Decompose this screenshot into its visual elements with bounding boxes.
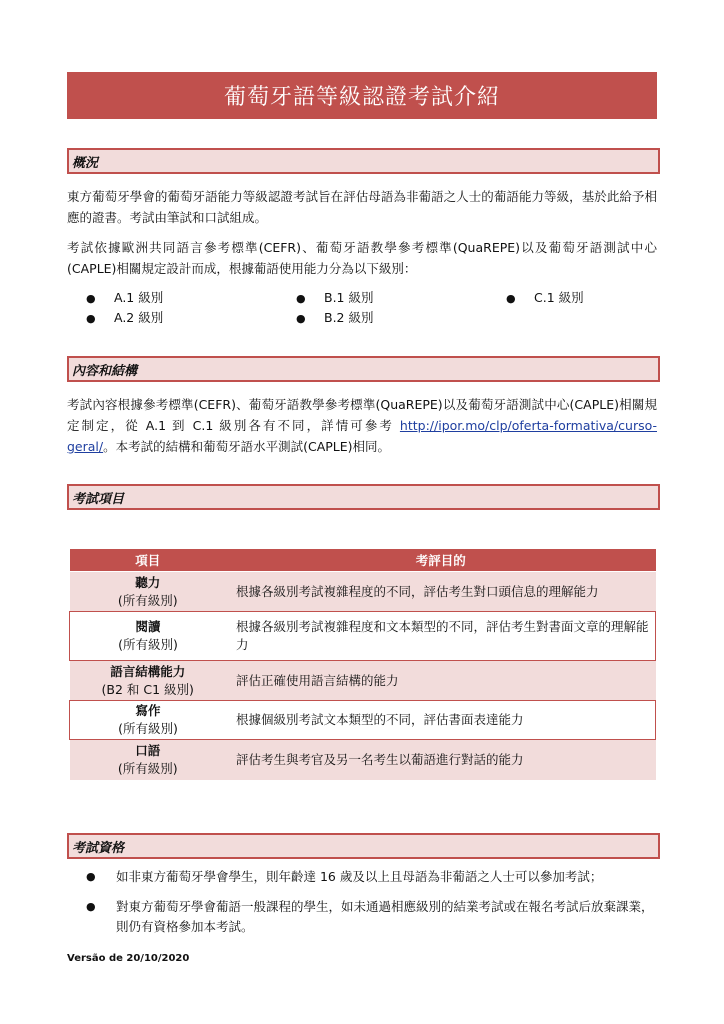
section-heading-qualification bbox=[67, 833, 660, 859]
table-header-row bbox=[70, 549, 656, 572]
curso-geral-link[interactable]: http://ipor.mo/clp/oferta-formativa/curso-geral/ bbox=[67, 418, 657, 454]
list-item: ● B.2 級別 bbox=[296, 308, 373, 329]
table-row bbox=[70, 572, 656, 612]
table-row bbox=[70, 701, 656, 740]
bullet-icon: ● bbox=[86, 312, 96, 325]
exam-items-table bbox=[69, 549, 656, 780]
column-header-item: 項目 bbox=[70, 549, 227, 572]
item-cell: 寫作 (所有級別) bbox=[70, 701, 227, 740]
purpose-cell: 根據各級別考試複雜程度和文本類型的不同，評估考生對書面文章的理解能力 bbox=[226, 612, 656, 661]
overview-paragraph-1: 東方葡萄牙學會的葡萄牙語能力等級認證考試旨在評估母語為非葡語之人士的葡語能力等級，基於此給予相應的證書。考試由筆試和口試組成。 bbox=[67, 189, 657, 225]
list-item: ● 如非東方葡萄牙學會學生，則年齡達 16 歲及以上且母語為非葡語之人士可以參加考試； bbox=[86, 867, 656, 887]
table-row bbox=[70, 661, 656, 701]
list-item: ● B.1 級別 bbox=[296, 288, 373, 309]
table-row bbox=[70, 612, 656, 661]
table-row bbox=[70, 740, 656, 780]
items-heading-text: 考試項目 bbox=[72, 491, 125, 507]
qualification-heading-text: 考試資格 bbox=[72, 840, 125, 856]
section-heading-overview bbox=[67, 148, 660, 174]
bullet-icon: ● bbox=[86, 900, 96, 913]
item-cell: 聽力 (所有級別) bbox=[70, 572, 227, 612]
list-item: ● C.1 級別 bbox=[506, 288, 584, 309]
content-heading-text: 內容和結構 bbox=[72, 363, 138, 379]
bullet-icon: ● bbox=[86, 292, 96, 305]
purpose-cell: 根據各級別考試複雜程度的不同，評估考生對口頭信息的理解能力 bbox=[226, 572, 656, 612]
content-paragraph: 考試內容根據參考標準(CEFR)、葡萄牙語教學參考標準(QuaREPE)以及葡萄牙語測試中心(CAPLE)相關規定制定，從 A.1 到 C.1 級別各有不同，詳情可參考 http://ipor.mo/clp/oferta-formativa/curso-geral/。本考試的結構和葡萄牙語水平測試(CAPLE)相同。 bbox=[67, 397, 657, 454]
purpose-cell: 評估考生與考官及另一名考生以葡語進行對話的能力 bbox=[226, 740, 656, 780]
overview-heading-text: 概況 bbox=[72, 155, 99, 171]
section-heading-items bbox=[67, 484, 660, 510]
purpose-cell: 評估正確使用語言結構的能力 bbox=[226, 661, 656, 701]
bullet-icon: ● bbox=[506, 292, 516, 305]
level-list bbox=[86, 288, 646, 332]
section-heading-content bbox=[67, 356, 660, 382]
bullet-icon: ● bbox=[296, 292, 306, 305]
item-cell: 語言結構能力 (B2 和 C1 級別) bbox=[70, 661, 227, 701]
list-item: ● A.2 級別 bbox=[86, 308, 163, 329]
item-cell: 閱讀 (所有級別) bbox=[70, 612, 227, 661]
column-header-purpose: 考評目的 bbox=[226, 549, 656, 572]
list-item: ● 對東方葡萄牙學會葡語一般課程的學生，如未通過相應級別的結業考試或在報名考試后放棄課業，則仍有資格參加本考試。 bbox=[86, 899, 654, 934]
overview-paragraph-2: 考試依據歐洲共同語言參考標準(CEFR)、葡萄牙語教學參考標準(QuaREPE)以及葡萄牙語測試中心(CAPLE)相關規定設計而成，根據葡語使用能力分為以下級別： bbox=[67, 240, 657, 276]
purpose-cell: 根據個級別考試文本類型的不同，評估書面表達能力 bbox=[226, 701, 656, 740]
bullet-icon: ● bbox=[296, 312, 306, 325]
version-footer: Versão de 20/10/2020 bbox=[67, 953, 190, 964]
list-item: ● A.1 級別 bbox=[86, 288, 163, 309]
document-title: 葡萄牙語等級認證考試介紹 bbox=[223, 85, 500, 110]
document-title-banner bbox=[67, 72, 657, 119]
item-cell: 口語 (所有級別) bbox=[70, 740, 227, 780]
bullet-icon: ● bbox=[86, 870, 96, 883]
